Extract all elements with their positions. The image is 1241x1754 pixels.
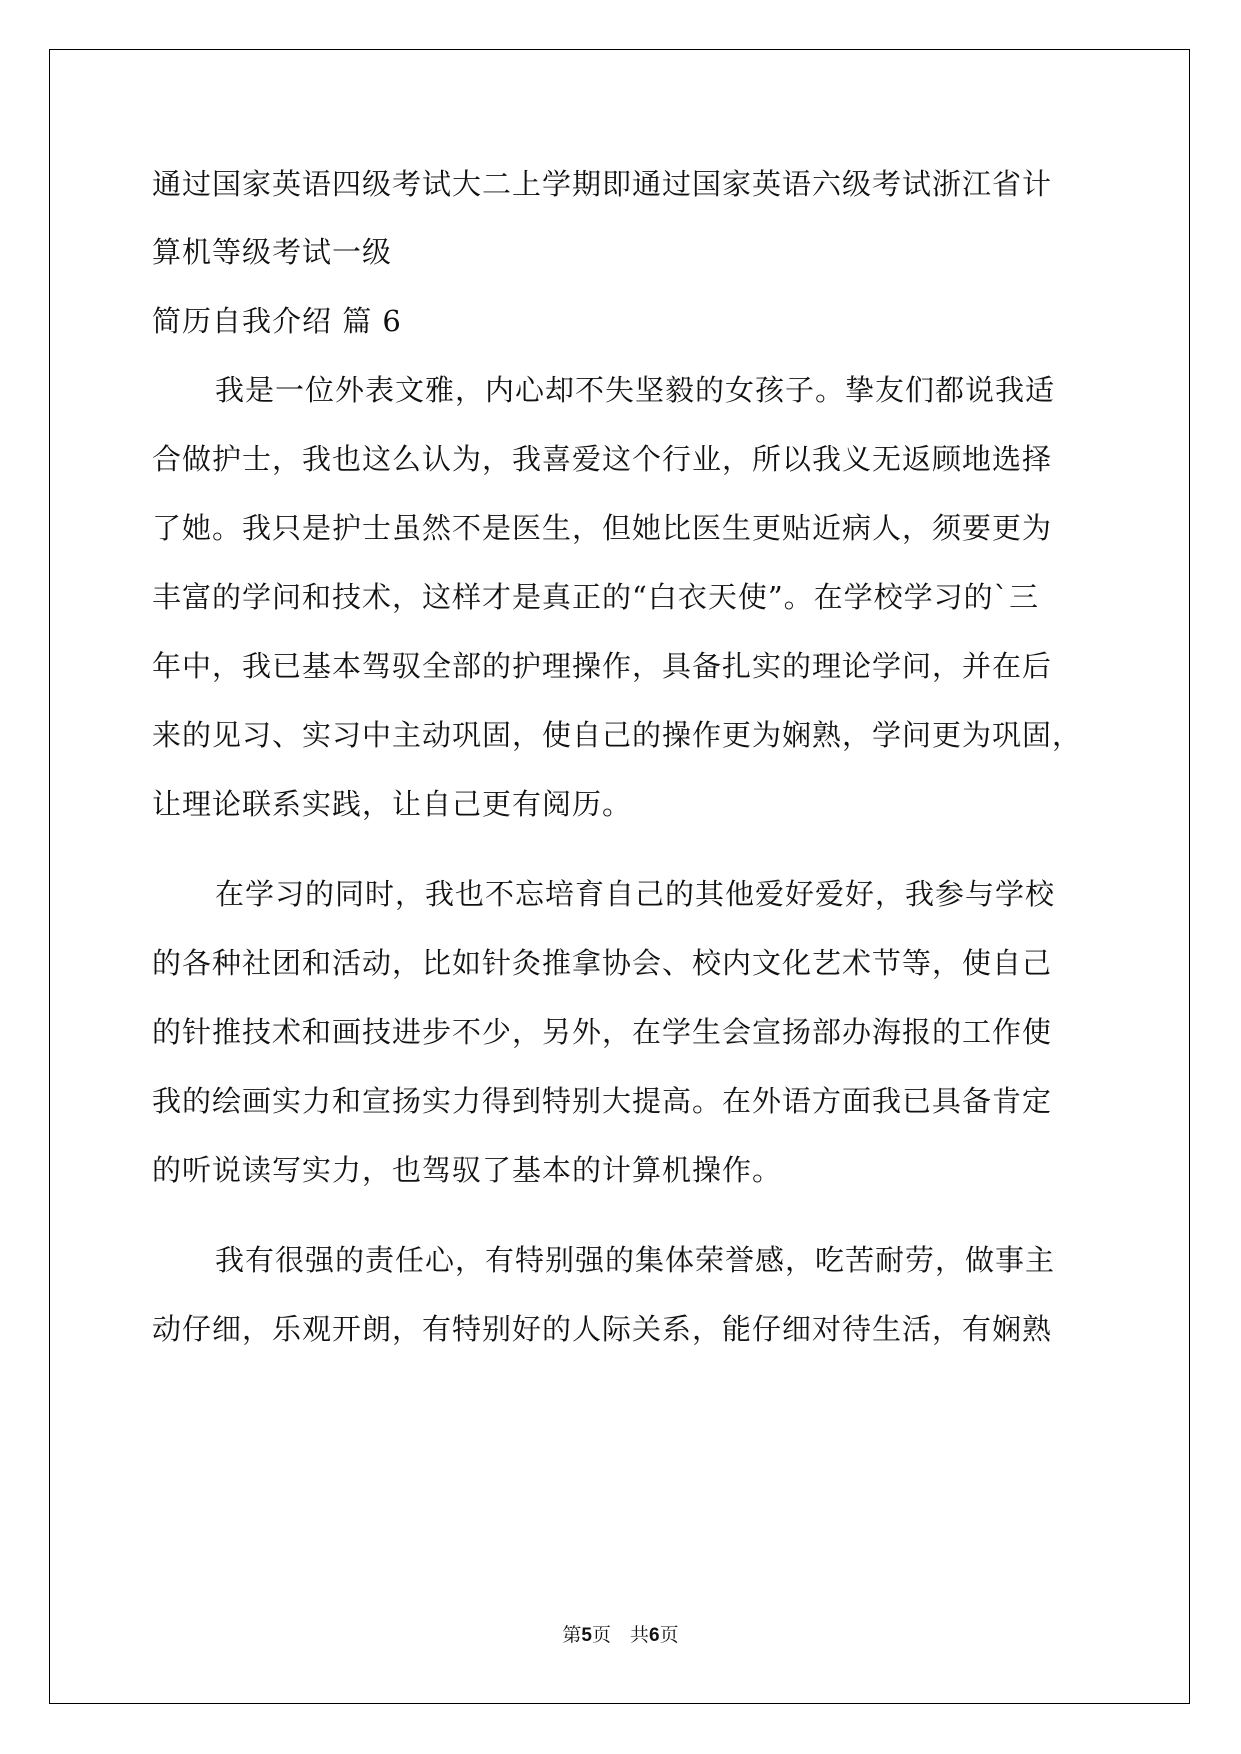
page-footer <box>0 1620 1241 1647</box>
footer-prefix: 第 <box>562 1624 582 1646</box>
text-line: 在学习的同时，我也不忘培育自己的其他爱好爱好，我参与学校 <box>215 877 1056 911</box>
text-line: 让理论联系实践，让自己更有阅历。 <box>152 787 633 821</box>
text-line: 合做护士，我也这么认为，我喜爱这个行业，所以我义无返顾地选择 <box>152 442 1053 476</box>
text-line: 我的绘画实力和宣扬实力得到特别大提高。在外语方面我已具备肯定 <box>152 1084 1053 1118</box>
text-line: 的各种社团和活动，比如针灸推拿协会、校内文化艺术节等，使自己 <box>152 946 1053 980</box>
text-line: 丰富的学问和技术，这样才是真正的“白衣天使”。在学校学习的`三 <box>152 580 1040 614</box>
footer-suffix: 页 <box>659 1624 679 1646</box>
text-line: 通过国家英语四级考试大二上学期即通过国家英语六级考试浙江省计 <box>152 167 1053 201</box>
text-line: 了她。我只是护士虽然不是医生，但她比医生更贴近病人，须要更为 <box>152 511 1053 545</box>
text-line: 来的见习、实习中主动巩固，使自己的操作更为娴熟，学问更为巩固， <box>152 718 1083 752</box>
text-line: 我是一位外表文雅，内心却不失坚毅的女孩子。挚友们都说我适 <box>215 373 1056 407</box>
text-line: 我有很强的责任心，有特别强的集体荣誉感，吃苦耐劳，做事主 <box>215 1243 1056 1277</box>
text-line: 算机等级考试一级 <box>152 235 393 269</box>
text-line: 的针推技术和画技进步不少，另外，在学生会宣扬部办海报的工作使 <box>152 1015 1053 1049</box>
text-line: 动仔细，乐观开朗，有特别好的人际关系，能仔细对待生活，有娴熟 <box>152 1312 1053 1346</box>
text-line: 的听说读写实力，也驾驭了基本的计算机操作。 <box>152 1153 783 1187</box>
text-line: 年中，我已基本驾驭全部的护理操作，具备扎实的理论学问，并在后 <box>152 649 1053 683</box>
total-pages-number: 6 <box>649 1625 660 1646</box>
current-page-number: 5 <box>581 1625 592 1646</box>
section-heading: 简历自我介绍 篇 6 <box>152 304 402 338</box>
footer-middle: 页 共 <box>591 1624 649 1646</box>
